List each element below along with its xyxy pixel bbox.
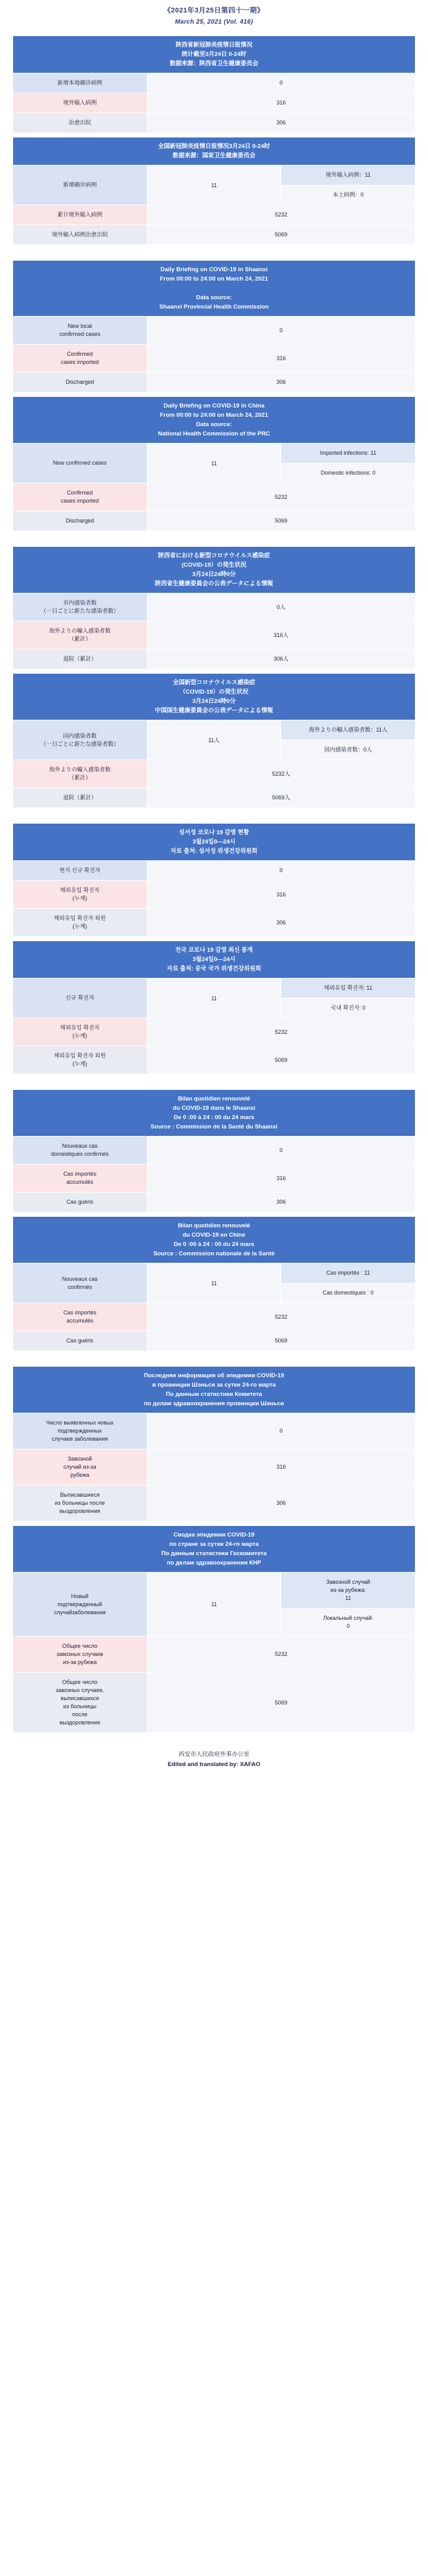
row-subvalue-domestic: Cas domestiques : 0 xyxy=(281,1283,416,1303)
title-line: du COVID-19 dans le Shaanxi xyxy=(172,1105,256,1112)
section-en-shaanxi xyxy=(12,260,416,393)
row-value: 5232人 xyxy=(147,760,415,788)
row-value: 316 xyxy=(147,881,415,909)
table-fr-shaanxi xyxy=(12,1089,416,1212)
title-line: du COVID-19 en Chine xyxy=(182,1232,246,1239)
table-en-shaanxi xyxy=(12,260,416,393)
section-ko-shaanxi xyxy=(12,823,416,937)
table-row xyxy=(13,1486,416,1522)
title-line: 자료 출처: 중국 국가 위생건강위원회 xyxy=(167,965,261,972)
row-subvalue-domestic: 국내 확진자: 0 xyxy=(281,998,416,1018)
row-total-value: 11 xyxy=(147,165,281,205)
title-line: From 00:00 to 24:00 on March 24, 2021 xyxy=(160,412,268,419)
row-label: 海外よりの輸入感染者数 （累計） xyxy=(13,760,147,788)
table-header-row xyxy=(13,261,416,317)
row-label: 海外よりの輸入感染者数 （累計） xyxy=(13,621,147,649)
footer-org-en: Edited and translated by: XAFAO xyxy=(167,1761,261,1768)
row-value: 316人 xyxy=(147,621,415,649)
section-title xyxy=(13,941,416,979)
table-en-china xyxy=(12,396,416,531)
row-label: 累计境外输入病例 xyxy=(13,205,147,225)
title-line: 全国新型コロナウイルス感染症 xyxy=(172,679,256,686)
row-label: Cas importés accumulés xyxy=(13,1165,147,1193)
table-row xyxy=(13,760,416,788)
title-line: 陝西省生健康委員会の公表データによる情報 xyxy=(154,580,273,587)
table-header-row xyxy=(13,137,416,165)
row-label: 新增确诊病例 xyxy=(13,165,147,205)
row-label: 境外输入病例 xyxy=(13,93,147,113)
row-value: 306 xyxy=(147,113,415,133)
row-subvalue-imported: 해외유입 확진자: 11 xyxy=(281,979,416,998)
title-line xyxy=(16,284,412,293)
row-subvalue-domestic: 本土病例：0 xyxy=(281,185,416,205)
title-line: （COVID-19）の発生状況 xyxy=(179,689,249,695)
issue-number-en: March 25, 2021 (Vol. 416) xyxy=(175,19,253,26)
table-header-row xyxy=(13,36,416,73)
row-subvalue-imported: Cas importés : 11 xyxy=(281,1263,416,1283)
table-row xyxy=(13,1137,416,1165)
title-line: 전국 코로나 19 감염 최신 통계 xyxy=(175,947,253,954)
row-label: 현지 신규 확진자 xyxy=(13,861,147,881)
table-row xyxy=(13,511,416,531)
table-row xyxy=(13,861,416,881)
section-fr-china xyxy=(12,1216,416,1351)
row-value: 0人 xyxy=(147,593,415,621)
row-value: 5069人 xyxy=(147,788,415,808)
table-row xyxy=(13,205,416,225)
row-value: 5232 xyxy=(147,483,415,511)
row-subvalue-domestic: 国内感染者数：0人 xyxy=(281,740,416,760)
title-line: Data source: xyxy=(196,294,232,301)
title-line: (COVID-19）の発生状況 xyxy=(182,562,246,569)
table-row xyxy=(13,444,416,463)
section-title xyxy=(13,824,416,861)
row-value: 5232 xyxy=(147,1018,415,1046)
table-row xyxy=(13,881,416,909)
row-label: 해외유입 확진자 퇴원 (누계) xyxy=(13,909,147,937)
table-zh-china xyxy=(12,137,416,245)
section-title xyxy=(13,137,416,165)
row-label: New local confirmed cases xyxy=(13,317,147,345)
title-line: По данным статистики Комитета xyxy=(165,1391,263,1398)
title-line: Bilan quotidien renouvelé xyxy=(177,1222,251,1229)
title-line: De 0 :00 à 24 : 00 du 24 mars xyxy=(174,1241,254,1248)
title-line: Daily Briefing on COVID-19 in Shaanxi xyxy=(160,266,268,273)
table-row xyxy=(13,1449,416,1486)
title-line: 数据来源：国家卫生健康委员会 xyxy=(172,152,256,159)
row-label: 해외유입 확진자 퇴원 (누계) xyxy=(13,1046,147,1074)
row-value: 0 xyxy=(147,1137,415,1165)
row-value: 0 xyxy=(147,861,415,881)
title-line: по делам здравоохранения провинции Шэньси xyxy=(144,1400,284,1407)
table-row xyxy=(13,720,416,740)
title-line: 中国国生健康委員会の公表データによる情報 xyxy=(154,707,273,714)
row-total-value: 11人 xyxy=(147,720,281,760)
title-line: 全国新冠肺炎疫情日报情况3月24日 0-24时 xyxy=(157,143,270,150)
section-title xyxy=(13,1367,416,1413)
row-label: New confirmed cases xyxy=(13,444,147,483)
section-zh-china xyxy=(12,137,416,245)
table-row xyxy=(13,909,416,937)
table-row xyxy=(13,1413,416,1449)
title-line: 统计截至3月24日 0-24时 xyxy=(181,51,246,58)
title-line: по делам здравоохранения КНР xyxy=(167,1560,261,1566)
table-header-row xyxy=(13,824,416,861)
row-label: 境外输入病例治愈出院 xyxy=(13,225,147,245)
table-row xyxy=(13,1046,416,1074)
row-subvalue-imported: 海外よりの輸入感染者数：11人 xyxy=(281,720,416,740)
table-ru-china xyxy=(12,1525,416,1733)
row-label: 退院（累計） xyxy=(13,649,147,669)
section-title xyxy=(13,1090,416,1137)
section-ja-shaanxi xyxy=(12,546,416,669)
row-value: 5069 xyxy=(147,1673,415,1733)
title-line: 陕西省新冠肺炎疫情日报情况 xyxy=(175,42,253,49)
table-row xyxy=(13,593,416,621)
section-title xyxy=(13,1217,416,1263)
row-label: Общее число завозных случаев, выписавшихся из больницы после выздоровления xyxy=(13,1673,147,1733)
row-subvalue-domestic: Локальный случай: 0 xyxy=(281,1609,416,1637)
title-line: Source : Commission de la Santé du Shaanxi xyxy=(151,1123,277,1130)
row-value: 5232 xyxy=(147,1637,415,1673)
title-line: Daily Briefing on COVID-19 in China xyxy=(163,402,265,409)
row-label: 治愈出院 xyxy=(13,113,147,133)
section-fr-shaanxi xyxy=(12,1089,416,1212)
row-label: 市内感染者数 （一日ごとに新たな感染者数） xyxy=(13,593,147,621)
sections-container xyxy=(0,35,428,1733)
row-label: 신규 확진자 xyxy=(13,979,147,1018)
table-header-row xyxy=(13,1217,416,1263)
table-row xyxy=(13,373,416,393)
row-label: Discharged xyxy=(13,511,147,531)
table-row xyxy=(13,1193,416,1212)
section-ko-china xyxy=(12,941,416,1074)
title-line: 3월24일0—24시 xyxy=(192,956,236,963)
row-label: Общее число завозных случаев из-за рубежа xyxy=(13,1637,147,1673)
row-total-value: 11 xyxy=(147,444,281,483)
table-zh-shaanxi xyxy=(12,35,416,133)
title-line: From 00:00 to 24:00 on March 24, 2021 xyxy=(160,276,268,282)
row-total-value: 11 xyxy=(147,1263,281,1303)
title-line: National Health Commission of the PRC xyxy=(158,430,270,437)
row-value: 306 xyxy=(147,373,415,393)
row-value: 5232 xyxy=(147,205,415,225)
row-value: 306 xyxy=(147,909,415,937)
row-subvalue-imported: 境外输入病例：11 xyxy=(281,165,416,185)
row-label: 国内感染者数 （一日ごとに新たな感染者数） xyxy=(13,720,147,760)
table-header-row xyxy=(13,941,416,979)
title-line: Source : Commission nationale de la Santé xyxy=(153,1250,275,1257)
row-subvalue-imported: Imported infections: 11 xyxy=(281,444,416,463)
row-value: 0 xyxy=(147,317,415,345)
row-label: 新增本地确诊病例 xyxy=(13,73,147,93)
row-label: 해외유입 확진자 (누계) xyxy=(13,1018,147,1046)
row-label: Число выявленных новых подтвержденных случаев заболевания xyxy=(13,1413,147,1449)
row-label: Cas guéris xyxy=(13,1331,147,1351)
row-value: 5069 xyxy=(147,1046,415,1074)
row-label: Confirmed cases imported xyxy=(13,483,147,511)
table-row xyxy=(13,979,416,998)
table-ja-china xyxy=(12,673,416,808)
row-value: 5232 xyxy=(147,1303,415,1331)
table-row xyxy=(13,1573,416,1609)
row-label: 退院（累計） xyxy=(13,788,147,808)
table-ja-shaanxi xyxy=(12,546,416,669)
title-line: Shaanxi Provincial Health Commission xyxy=(159,304,269,310)
table-row xyxy=(13,73,416,93)
table-row xyxy=(13,1263,416,1283)
row-total-value: 11 xyxy=(147,1573,281,1637)
section-title xyxy=(13,261,416,317)
document-header xyxy=(0,0,428,27)
title-line: Bilan quotidien renouvelé xyxy=(177,1095,251,1102)
row-value: 0 xyxy=(147,1413,415,1449)
row-value: 316 xyxy=(147,345,415,373)
row-label: Cas guéris xyxy=(13,1193,147,1212)
table-row xyxy=(13,621,416,649)
row-label: Завозной случай из-за рубежа xyxy=(13,1449,147,1486)
title-line: 3月24日24時0分 xyxy=(192,571,236,578)
table-ko-shaanxi xyxy=(12,823,416,937)
row-label: Выписавшиеся из больницы после выздоровления xyxy=(13,1486,147,1522)
table-header-row xyxy=(13,397,416,444)
row-value: 0 xyxy=(147,73,415,93)
row-label: Discharged xyxy=(13,373,147,393)
table-row xyxy=(13,345,416,373)
issue-number-zh: 《2021年3月25日第四十一期》 xyxy=(164,7,264,14)
table-row xyxy=(13,165,416,185)
row-subvalue-domestic: Domestic infections: 0 xyxy=(281,463,416,483)
section-title xyxy=(13,1526,416,1573)
footer-org-zh: 西安市人民政府外事办公室 xyxy=(178,1751,249,1758)
title-line: 섬서성 코로나 19 감염 현황 xyxy=(179,829,249,836)
table-row xyxy=(13,788,416,808)
title-line: De 0 :00 à 24 : 00 du 24 mars xyxy=(174,1114,254,1121)
section-zh-shaanxi xyxy=(12,35,416,133)
title-line: 陝西省における新型コロナウイルス感染症 xyxy=(158,552,270,559)
table-header-row xyxy=(13,547,416,593)
row-value: 5069 xyxy=(147,1331,415,1351)
table-row xyxy=(13,1303,416,1331)
table-header-row xyxy=(13,1526,416,1573)
document-footer xyxy=(0,1749,428,1777)
row-value: 306人 xyxy=(147,649,415,669)
row-subvalue-imported: Завозной случай из-за рубежа: 11 xyxy=(281,1573,416,1609)
table-fr-china xyxy=(12,1216,416,1351)
table-row xyxy=(13,1637,416,1673)
row-value: 316 xyxy=(147,1449,415,1486)
row-value: 316 xyxy=(147,93,415,113)
table-header-row xyxy=(13,1090,416,1137)
title-line: 자료 출처: 섬서성 위생건강위원회 xyxy=(170,848,258,855)
title-line: По данным статистики Госкомитета xyxy=(161,1550,267,1557)
table-header-row xyxy=(13,674,416,720)
title-line: 数据来源：陕西省卫生健康委员会 xyxy=(169,60,259,67)
table-row xyxy=(13,225,416,245)
title-line: Data source: xyxy=(196,421,232,428)
row-label: Cas importés accumulés xyxy=(13,1303,147,1331)
table-row xyxy=(13,113,416,133)
row-value: 5069 xyxy=(147,225,415,245)
section-title xyxy=(13,547,416,593)
title-line: Сводка эпидемии COVID-19 xyxy=(173,1532,255,1538)
table-header-row xyxy=(13,1367,416,1413)
table-row xyxy=(13,649,416,669)
title-line: Последняя информация об эпидемии COVID-19 xyxy=(144,1372,284,1379)
table-row xyxy=(13,93,416,113)
section-title xyxy=(13,36,416,73)
row-total-value: 11 xyxy=(147,979,281,1018)
title-line: 3月24日24時0分 xyxy=(192,698,236,705)
table-row xyxy=(13,1331,416,1351)
row-value: 306 xyxy=(147,1486,415,1522)
row-value: 5069 xyxy=(147,511,415,531)
section-title xyxy=(13,397,416,444)
table-row xyxy=(13,1673,416,1733)
title-line: 3월24일0—24시 xyxy=(192,839,236,845)
table-ru-shaanxi xyxy=(12,1366,416,1522)
row-label: Nouveaux cas domestiques confirmés xyxy=(13,1137,147,1165)
title-line: в провинции Шэньси за сутки 24-го марта xyxy=(152,1382,276,1388)
row-value: 306 xyxy=(147,1193,415,1212)
section-ru-shaanxi xyxy=(12,1366,416,1522)
section-ru-china xyxy=(12,1525,416,1733)
table-row xyxy=(13,1165,416,1193)
title-line: по стране за сутки 24-го марта xyxy=(169,1541,259,1548)
section-en-china xyxy=(12,396,416,531)
row-label: Новый подтвержденный случайзаболевания xyxy=(13,1573,147,1637)
section-ja-china xyxy=(12,673,416,808)
table-row xyxy=(13,483,416,511)
table-ko-china xyxy=(12,941,416,1074)
row-label: Nouveaux cas confirmés xyxy=(13,1263,147,1303)
table-row xyxy=(13,1018,416,1046)
row-label: 해외유입 확진자 (누계) xyxy=(13,881,147,909)
section-title xyxy=(13,674,416,720)
row-label: Confirmed cases imported xyxy=(13,345,147,373)
row-value: 316 xyxy=(147,1165,415,1193)
table-row xyxy=(13,317,416,345)
